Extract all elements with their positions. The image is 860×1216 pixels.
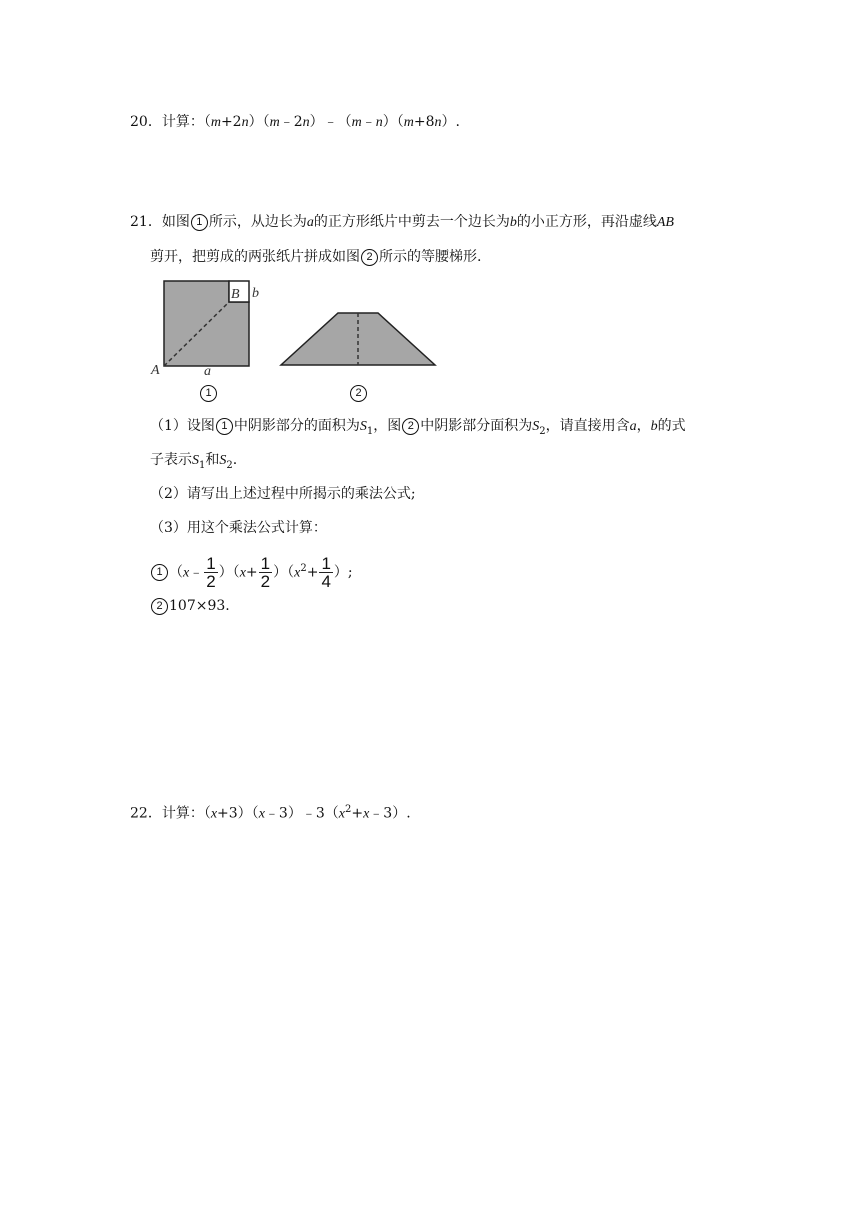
fraction-one-half: $\frac{1}{2}$ — [260, 554, 271, 592]
circled-number-2: 2 — [402, 418, 419, 435]
fraction-one-half: $\frac{1}{2}$ — [206, 554, 216, 592]
sub-question-2: （2）请写出上述过程中所揭示的乘法公式; — [150, 486, 416, 502]
fraction-one-quarter: $\frac{1}{4}$ — [321, 554, 331, 592]
figure-square-and-trapezoid — [145, 275, 445, 405]
circled-number-2: 2 — [361, 249, 378, 266]
question-20: 20．计算：（m+2n）（m﹣2n）﹣（m﹣n）（m+8n）. — [130, 114, 460, 130]
question-22: 22．计算：$(x+3)(x﹣3)﹣3(x^2+x﹣3)$. — [130, 804, 411, 822]
question-number: 22． — [130, 805, 162, 822]
label-a: a — [204, 364, 211, 379]
sub-question-1-line-2: 子表示$S_1$和$S_2$. — [150, 452, 238, 471]
label-A: A — [151, 363, 160, 378]
figure-caption-2: 2 — [350, 385, 367, 402]
sub-question-1: （1）设图 1 中阴影部分的面积为$S_1$，图 2 中阴影部分面积为$S_2$，请直接用含a，b的式 — [150, 418, 686, 437]
question-number: 21． — [130, 214, 162, 230]
circled-number-2: 2 — [151, 598, 168, 615]
expression-1: 1 （x﹣ $\frac{1}{2}$ ）（x+ $\frac{1}{2}$ ）（$x^2+$ $\frac{1}{4}$ ）; — [150, 550, 353, 593]
circled-number-1: 1 — [216, 418, 233, 435]
question-number: 20． — [130, 114, 162, 130]
label-b: b — [252, 286, 259, 301]
sub-question-3: （3）用这个乘法公式计算： — [150, 520, 327, 536]
question-21-line-2: 剪开，把剪成的两张纸片拼成如图 2 所示的等腰梯形. — [150, 249, 482, 265]
question-21-line-1: 21．如图 1 所示，从边长为a的正方形纸片中剪去一个边长为b的小正方形，再沿虚线AB — [130, 214, 674, 230]
circled-number-1: 1 — [191, 214, 208, 231]
expression-2: 2 107×93. — [150, 596, 230, 616]
figure-caption-1: 1 — [200, 385, 217, 402]
figure-1-square — [150, 281, 259, 379]
circled-number-1: 1 — [151, 564, 168, 581]
figure-2-trapezoid — [281, 313, 435, 365]
label-B: B — [231, 287, 240, 302]
